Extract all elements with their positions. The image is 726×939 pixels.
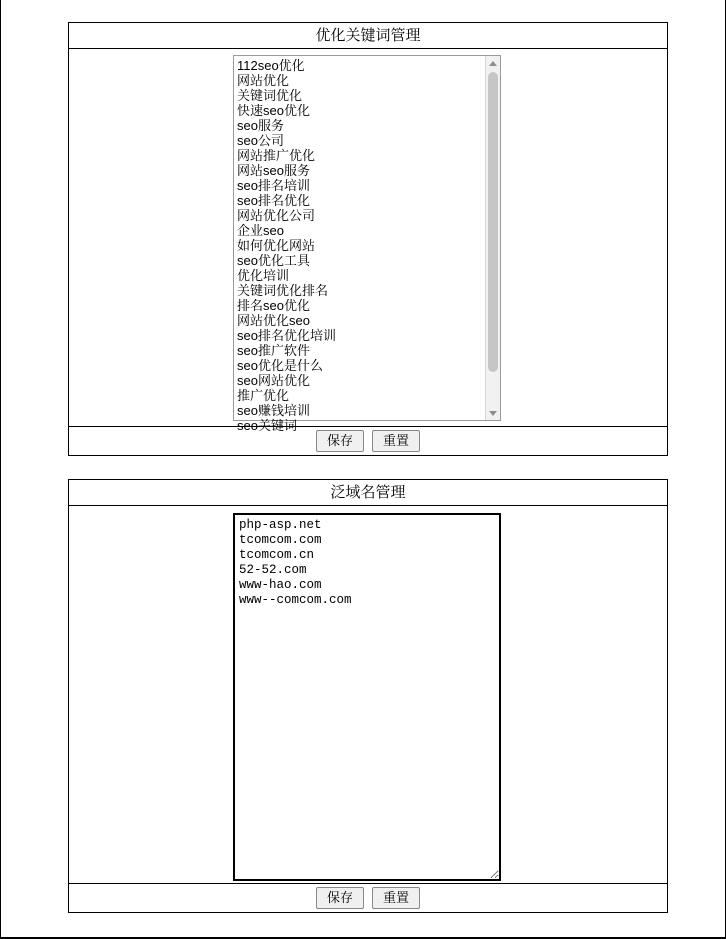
list-item[interactable]: 排名seo优化 [237, 298, 310, 313]
list-item[interactable]: seo排名优化培训 [237, 328, 336, 343]
list-item[interactable]: seo优化工具 [237, 253, 310, 268]
list-item[interactable]: seo排名优化 [237, 193, 310, 208]
domain-panel-footer [69, 884, 667, 912]
list-item[interactable]: 网站推广优化 [237, 148, 316, 163]
list-item[interactable]: 优化培训 [237, 268, 290, 283]
list-item[interactable]: seo排名培训 [237, 178, 310, 193]
list-item[interactable]: 网站seo服务 [237, 163, 310, 178]
list-item[interactable]: 如何优化网站 [237, 238, 316, 253]
list-item[interactable]: 关键词优化 [237, 88, 303, 103]
domain-textarea-wrap [233, 513, 501, 881]
keyword-list-scrollbar[interactable] [485, 56, 500, 420]
keyword-panel-body [69, 49, 667, 433]
list-item[interactable]: seo网站优化 [237, 373, 310, 388]
list-item[interactable]: 企业seo [237, 223, 284, 238]
keyword-panel-title: 优化关键词管理 [69, 23, 667, 49]
domain-list-textarea[interactable] [233, 513, 501, 881]
domain-management-panel [68, 479, 668, 913]
scrollbar-thumb[interactable] [488, 72, 498, 372]
list-item[interactable]: 网站优化seo [237, 313, 310, 328]
keyword-management-panel [68, 22, 668, 456]
keyword-save-button[interactable]: 保存 [316, 430, 364, 452]
list-item[interactable]: seo公司 [237, 133, 284, 148]
list-item[interactable]: 推广优化 [237, 388, 290, 403]
domain-reset-button[interactable]: 重置 [372, 887, 420, 909]
list-item[interactable]: 关键词优化排名 [237, 283, 329, 298]
domain-save-button[interactable]: 保存 [316, 887, 364, 909]
domain-panel-title: 泛域名管理 [69, 480, 667, 506]
keyword-listbox[interactable] [233, 55, 501, 433]
list-item[interactable]: seo关键词 [237, 418, 297, 433]
list-item[interactable]: seo推广软件 [237, 343, 310, 358]
list-item[interactable]: 快速seo优化 [237, 103, 310, 118]
keyword-list[interactable] [234, 56, 485, 433]
domain-panel-body [69, 506, 667, 884]
list-item[interactable]: 网站优化 [237, 73, 290, 88]
list-item[interactable]: 网站优化公司 [237, 208, 316, 223]
keyword-reset-button[interactable]: 重置 [372, 430, 420, 452]
list-item[interactable]: seo优化是什么 [237, 358, 323, 373]
scroll-down-arrow-icon[interactable] [486, 406, 500, 420]
list-item[interactable]: seo赚钱培训 [237, 403, 310, 418]
list-item[interactable]: seo服务 [237, 118, 284, 133]
list-item[interactable]: 112seo优化 [237, 58, 305, 73]
scroll-up-arrow-icon[interactable] [486, 56, 500, 70]
